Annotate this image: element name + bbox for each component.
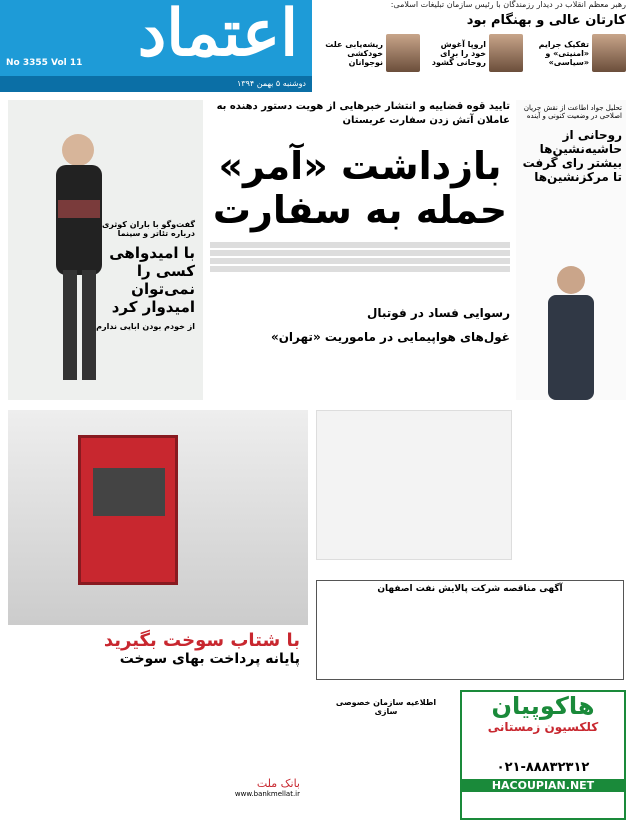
- masthead: [0, 0, 312, 92]
- body-text: [210, 240, 510, 300]
- sub-headline: غول‌های هواپیمایی در ماموریت «تهران»: [270, 330, 510, 344]
- bank-ad[interactable]: [8, 410, 308, 820]
- main-story[interactable]: [210, 100, 510, 390]
- portrait-image: [489, 34, 523, 72]
- main-title: بازداشت «آمر» حمله به سفارت: [212, 144, 508, 232]
- ad-title: با شتاب سوخت بگیرید: [103, 630, 300, 651]
- top-section: [316, 0, 626, 92]
- main-kicker: تایید قوه قضاییه و انتشار خبرهایی از هویت دستور دهنده به عاملان آتش زدن سفارت عربستان: [216, 101, 510, 126]
- dateline: دوشنبه ۵ بهمن ۱۳۹۴: [0, 76, 312, 92]
- privatization-ad[interactable]: اطلاعیه سازمان خصوصی سازی: [335, 698, 437, 716]
- atm-image: [78, 435, 178, 585]
- mid-articles: [316, 410, 512, 570]
- right-feature[interactable]: تحلیل جواد اطاعت از نقش جریان اصلاحی در وضعیت کنونی و آینده روحانی از حاشیه‌نشین‌ها بیشتر رای گرفت تا مرکزنشین‌ها: [516, 100, 626, 400]
- top-thumb[interactable]: ریشه‌یابی علت خودکشی نوجوانان: [321, 34, 420, 72]
- portrait-image: [592, 34, 626, 72]
- portrait-image: [386, 34, 420, 72]
- left-feature[interactable]: گفت‌وگو با باران کوثری درباره تئاتر و سینما با امیدواهی کسی را نمی‌توان امیدوار کرد از خودم بودن ابایی ندارم: [8, 100, 203, 400]
- top-thumb[interactable]: اروپا آغوش خود را برای روحانی گشود: [424, 34, 523, 72]
- hacoupian-ad[interactable]: هاکوپیان کلکسیون زمستانی ۰۲۱-۸۸۸۳۲۳۱۲ HACOUPIAN.NET: [460, 690, 626, 820]
- masthead-logo: اعتماد: [137, 0, 298, 71]
- ad-subtitle: پایانه پرداخت بهای سوخت: [119, 651, 300, 667]
- issue-number: No 3355 Vol 11: [6, 58, 83, 68]
- top-thumb[interactable]: تفکیک جرایم «امنیتی» و «سیاسی»: [527, 34, 626, 72]
- tender-ad[interactable]: آگهی مناقصه شرکت پالایش نفت اصفهان: [316, 580, 624, 680]
- bank-name: بانک ملت: [256, 777, 300, 790]
- man-photo: [530, 260, 612, 400]
- sub-headline: رسوایی فساد در فوتبال: [366, 306, 510, 320]
- top-kicker: رهبر معظم انقلاب در دیدار رزمندگان با رئیس سازمان تبلیغات اسلامی:: [390, 0, 626, 9]
- bank-url[interactable]: www.bankmellat.ir: [234, 790, 300, 798]
- ad-image: [8, 410, 308, 625]
- top-headline: کارتان عالی و بهنگام بود: [466, 13, 626, 28]
